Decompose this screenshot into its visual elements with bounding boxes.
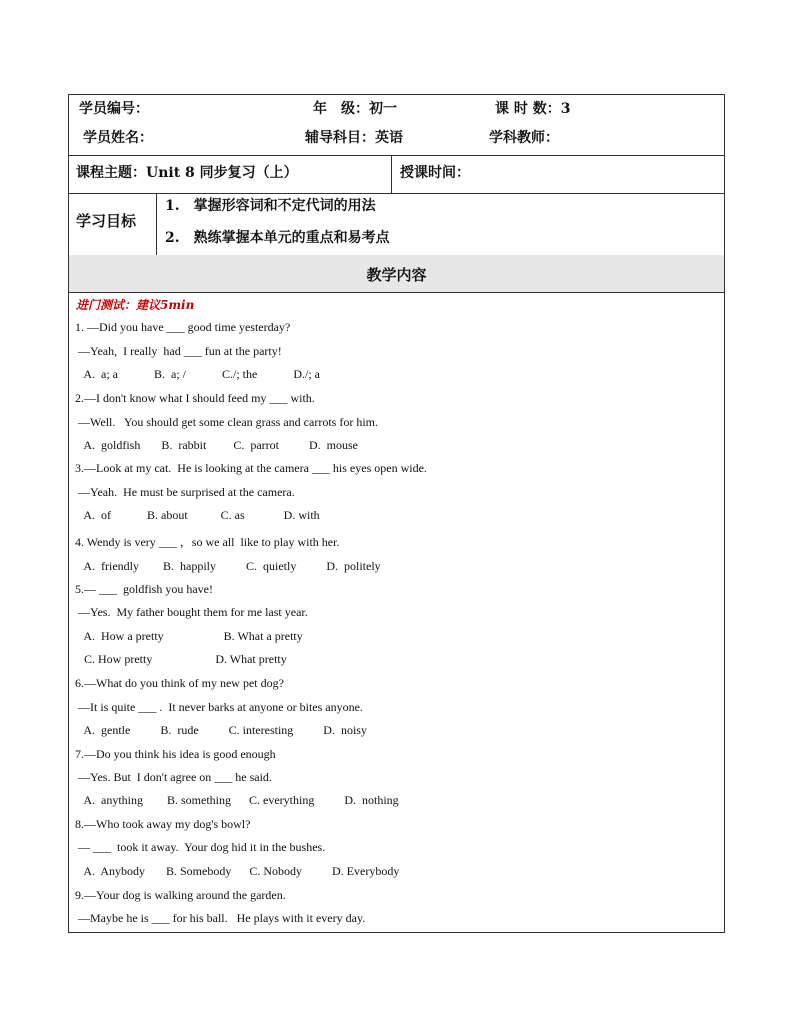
answer-options: A. Anybody B. Somebody C. Nobody D. Everybody — [75, 864, 400, 878]
question-line: 1. —Did you have ___ good time yesterday? — [75, 320, 291, 334]
question-line: —Yes. My father bought them for me last year. — [75, 605, 308, 619]
answer-options: A. goldfish B. rabbit C. parrot D. mouse — [75, 438, 358, 452]
question-line: 2.—I don't know what I should feed my ___ with. — [75, 391, 315, 405]
divider — [69, 193, 724, 194]
answer-options: A. of B. about C. as D. with — [75, 508, 320, 522]
answer-options: A. gentle B. rude C. interesting D. noisy — [75, 723, 367, 737]
answer-options: A. How a pretty B. What a pretty — [75, 629, 303, 643]
answer-options: A. a; a B. a; / C./; the D./; a — [75, 367, 320, 381]
question-line: 4. Wendy is very ___ ，so we all like to play with her. — [75, 535, 340, 549]
answer-options: A. anything B. something C. everything D. nothing — [75, 793, 399, 807]
question-line: —Yeah, I really had ___ fun at the party! — [75, 344, 282, 358]
teacher-label: 学科教师： — [489, 130, 559, 146]
lesson-sheet — [68, 94, 725, 933]
student-id-label: 学员编号： — [79, 101, 149, 117]
answer-options: A. friendly B. happily C. quietly D. politely — [75, 559, 381, 573]
warmup-note: 进门测试：建议5min — [76, 298, 195, 312]
question-line: —Yes. But I don't agree on ___ he said. — [75, 770, 272, 784]
question-line: 8.—Who took away my dog's bowl? — [75, 817, 251, 831]
objective-item: 1. 掌握形容词和不定代词的用法 — [165, 198, 376, 214]
lesson-count-label: 课 时 数：3 — [495, 101, 571, 117]
divider — [69, 292, 724, 293]
divider — [156, 193, 157, 255]
question-line: —Yeah. He must be surprised at the camera. — [75, 485, 295, 499]
course-topic: 课程主题：Unit 8 同步复习（上） — [76, 165, 298, 181]
divider — [391, 155, 392, 193]
question-line: —Maybe he is ___ for his ball. He plays with it every day. — [75, 911, 366, 925]
question-line: — ___ took it away. Your dog hid it in the bushes. — [75, 840, 326, 854]
divider — [69, 155, 724, 156]
teaching-time-label: 授课时间： — [400, 165, 470, 181]
question-line: —Well. You should get some clean grass and carrots for him. — [75, 415, 378, 429]
question-line: 9.—Your dog is walking around the garden. — [75, 888, 286, 902]
student-name-label: 学员姓名： — [83, 130, 153, 146]
question-line: 3.—Look at my cat. He is looking at the camera ___ his eyes open wide. — [75, 461, 427, 475]
grade-label: 年 级：初一 — [313, 101, 397, 117]
question-line: 5.— ___ goldfish you have! — [75, 582, 213, 596]
teaching-content-header — [69, 255, 724, 292]
question-line: —It is quite ___ . It never barks at anyone or bites anyone. — [75, 700, 363, 714]
subject-label: 辅导科目：英语 — [305, 130, 403, 146]
question-line: 7.—Do you think his idea is good enough — [75, 747, 276, 761]
section-title: 教学内容 — [366, 266, 427, 284]
objective-item: 2. 熟练掌握本单元的重点和易考点 — [165, 230, 390, 246]
question-line: 6.—What do you think of my new pet dog? — [75, 676, 284, 690]
objectives-label: 学习目标 — [76, 212, 137, 230]
answer-options: C. How pretty D. What pretty — [75, 652, 287, 666]
